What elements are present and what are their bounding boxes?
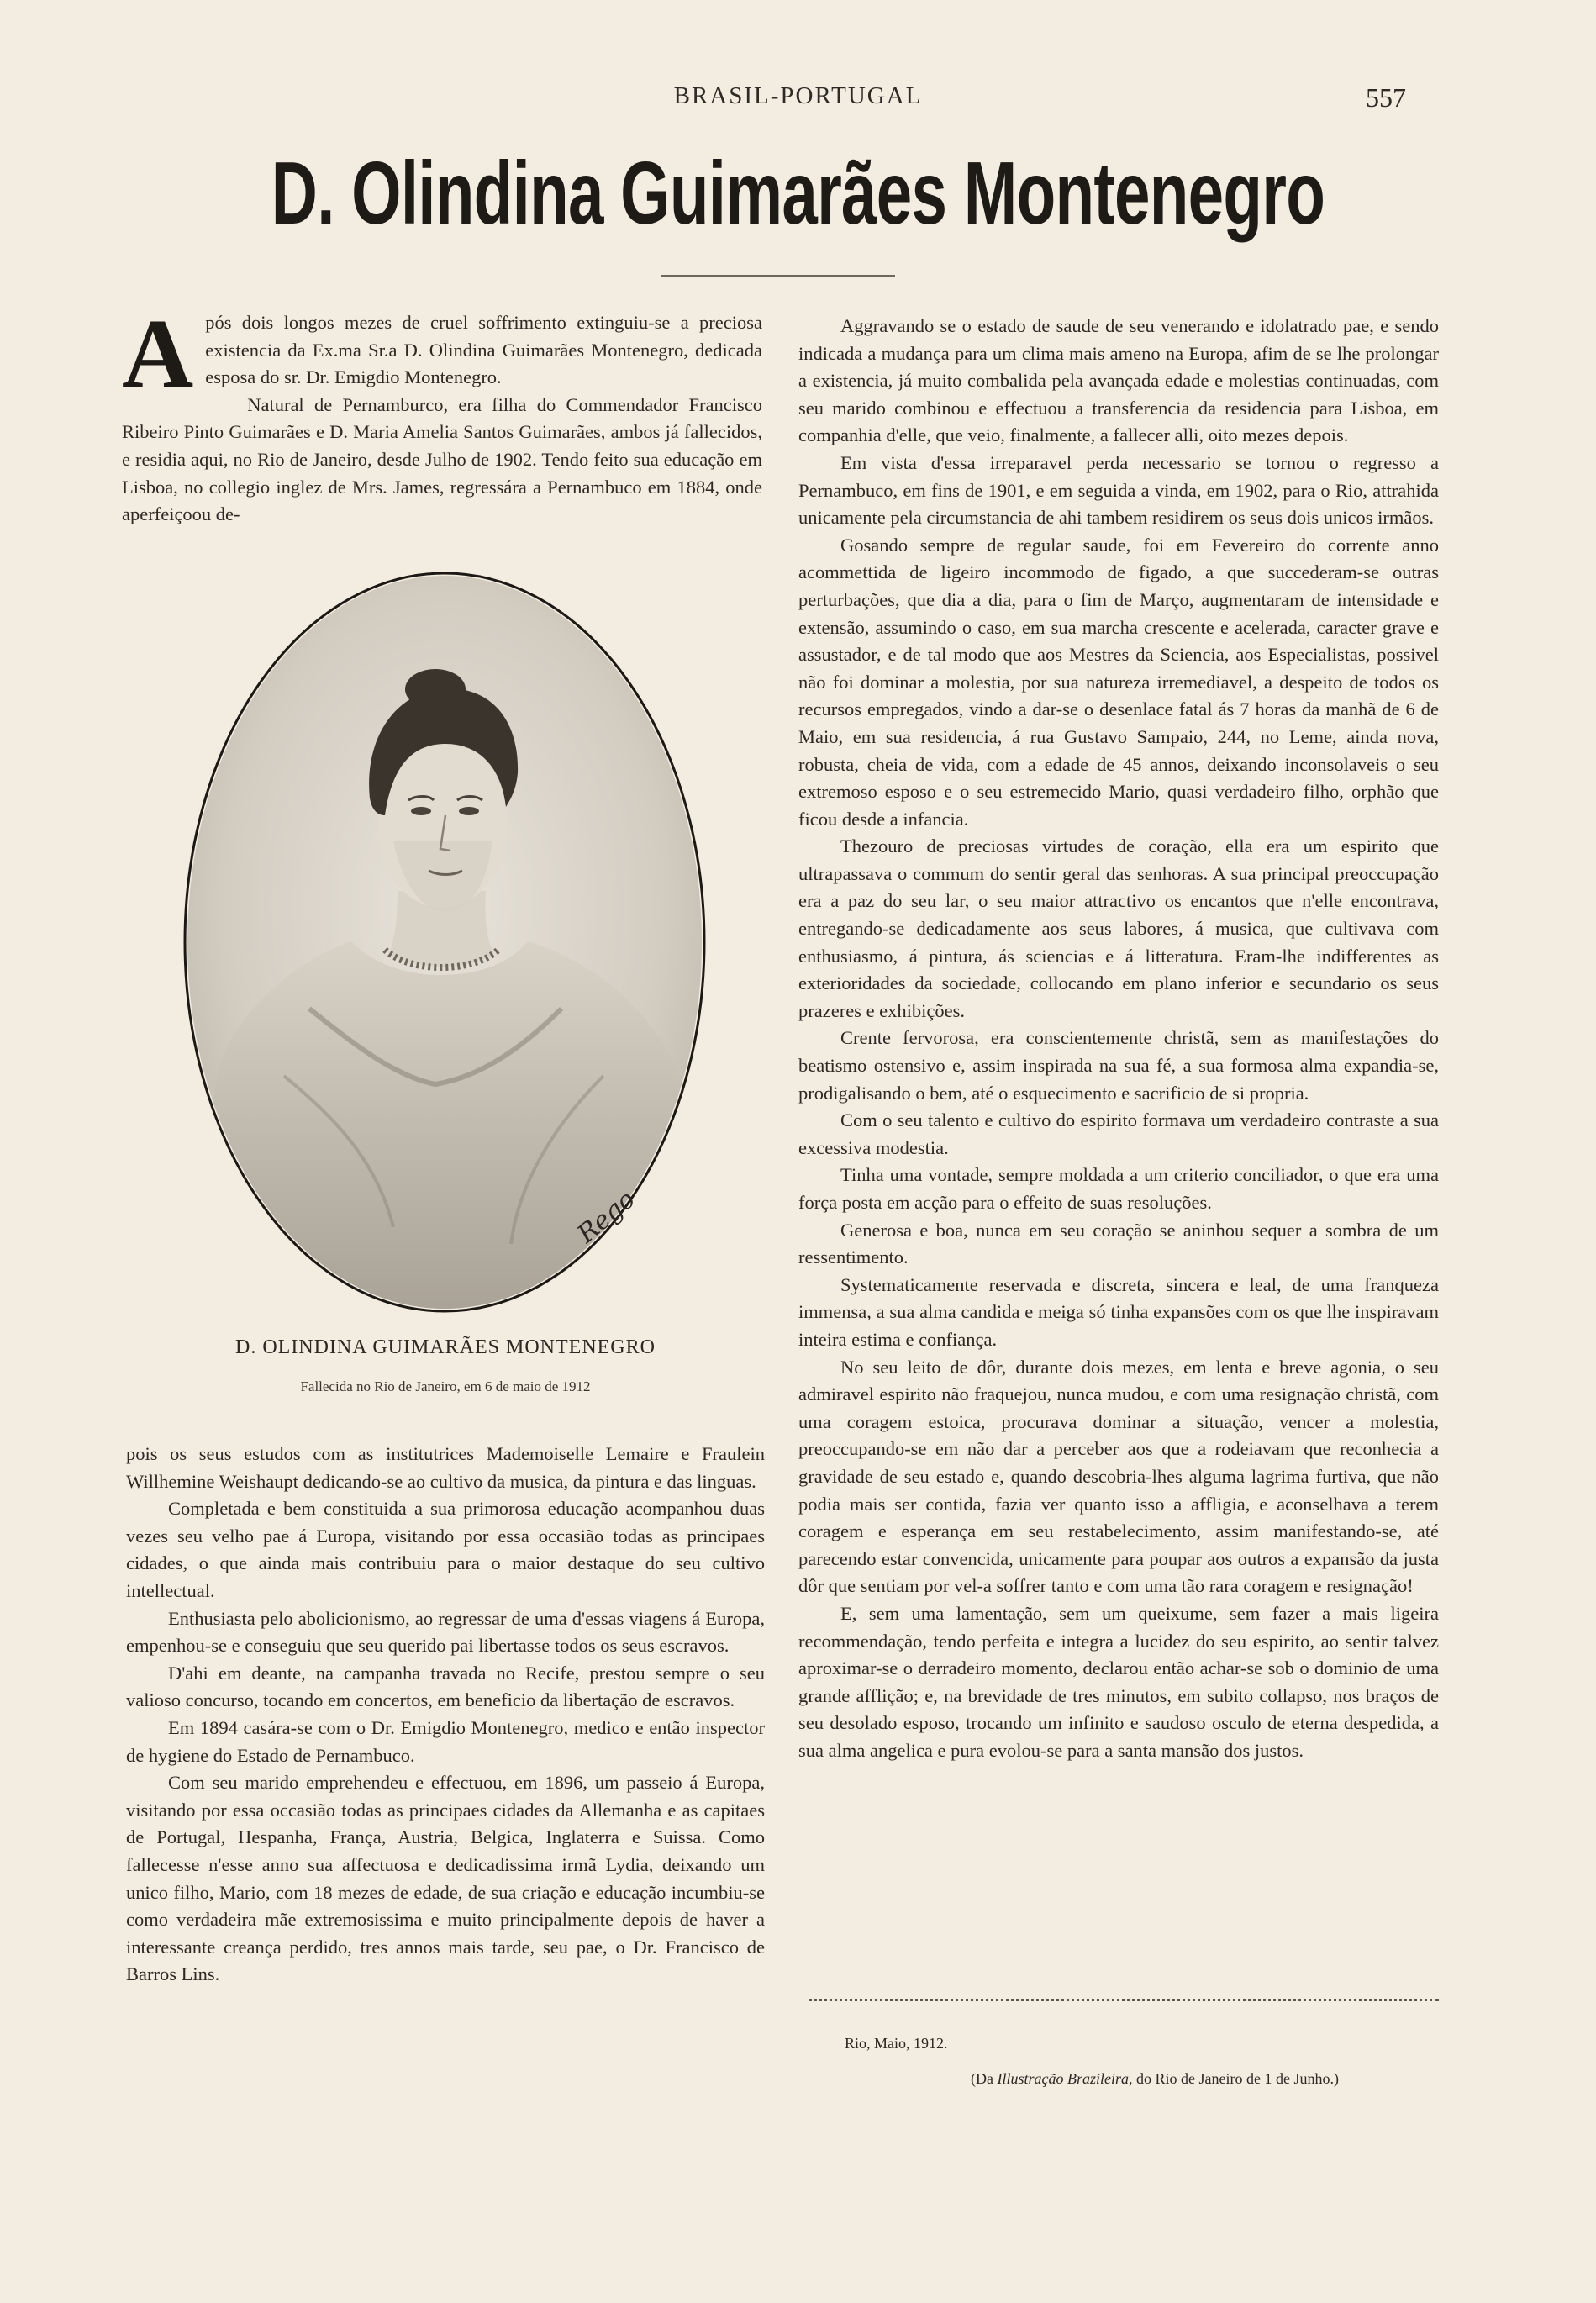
source-credit [971, 2070, 1339, 2088]
page-number: 557 [1366, 82, 1406, 113]
left-column-bottom [126, 1441, 765, 1989]
paragraph: Em vista d'essa irreparavel perda necessario se tornou o regresso a Pernambuco, em fins de 1901, e em seguida a vinda, em 1902, para o Rio, attrahida unicamente pela circumstancia de ahi tambem residirem os seus dois unicos irmãos. [798, 451, 1439, 529]
place-date: Rio, Maio, 1912. [845, 2035, 948, 2052]
portrait-caption-subtitle: Fallecida no Rio de Janeiro, em 6 de maio de 1912 [300, 1378, 591, 1394]
paragraph: Em 1894 casára-se com o Dr. Emigdio Montenegro, medico e então inspector de hygiene do Estado de Pernambuco. [126, 1716, 765, 1766]
portrait-signature: Rego [572, 1184, 641, 1250]
right-column [798, 313, 1439, 1764]
portrait-caption: D. OLINDINA GUIMARÃES MONTENEGRO [235, 1336, 656, 1358]
title-rule [661, 275, 895, 277]
paragraph: Com seu marido emprehendeu e effectuou, em 1896, um passeio á Europa, visitando por essa occasião todas as principaes cidades da Allemanha e as capitaes de Portugal, Hespanha, França, Austria, Belgica, Inglaterra e Suissa. Como fallecesse n'esse anno sua affectuosa e dedicadissima irmã Lydia, deixando um unico filho, Mario, com 18 mezes de edade, de sua criação e educação incumbiu-se como verdadeira mãe extremosissima e muito principalmente depois de haver a interessante creança perdido, tres annos mais tarde, seu pae, o Dr. Francisco de Barros Lins. [126, 1772, 765, 1985]
article-title: D. Olindina Guimarães Montenegro [271, 144, 1325, 243]
source-prefix: (Da [971, 2070, 998, 2087]
paragraph: Natural de Pernamburco, era filha do Commendador Francisco Ribeiro Pinto Guimarães e D. Maria Amelia Santos Guimarães, ambos já fallecidos, e residia aqui, no Rio de Janeiro, desde Julho de 1902. Tendo feito sua educação em Lisboa, no collegio inglez de Mrs. James, regressára a Pernambuco em 1884, onde aperfeiçoou de- [122, 393, 762, 525]
paragraph: Completada e bem constituida a sua primorosa educação acompanhou duas vezes seu velho pae á Europa, visitando por essa occasião todas as principaes cidades, o que ainda mais contribuiu para o maior destaque do seu cultivo intellectual. [126, 1498, 765, 1601]
paragraph: Systematicamente reservada e discreta, sincera e leal, de uma franqueza immensa, a sua alma candida e meiga só tinha expansões com os que lhe inspiravam inteira estima e confiança. [798, 1273, 1439, 1350]
paragraph: Com o seu talento e cultivo do espirito formava um verdadeiro contraste a sua excessiva modestia. [798, 1109, 1439, 1158]
source-suffix: , do Rio de Janeiro de 1 de Junho.) [1128, 2070, 1339, 2087]
portrait-image [183, 572, 706, 1313]
paragraph: pois os seus estudos com as institutrices Mademoiselle Lemaire e Fraulein Willhemine Weishaupt dedicando-se ao cultivo da musica, da pintura e das linguas. [126, 1443, 765, 1492]
paragraph: D'ahi em deante, na campanha travada no Recife, prestou sempre o seu valioso concurso, tocando em concertos, em beneficio da libertação de escravos. [126, 1662, 765, 1711]
paragraph: E, sem uma lamentação, sem um queixume, sem fazer a mais ligeira recommendação, tendo perfeita e integra a lucidez do seu espirito, ao sentir talvez aproximar-se o derradeiro momento, declarou então achar-se sob o dominio de uma grande afflição; e, na brevidade de tres minutos, em subito collapso, nos braços de seu desolado esposo, trocando um infinito e saudoso osculo de eterna despedida, a sua alma angelica e pura evolou-se para a santa mansão dos justos. [798, 1602, 1439, 1761]
source-title: Illustração Brazileira [997, 2070, 1129, 2087]
running-head: BRASIL-PORTUGAL [673, 82, 923, 109]
paragraph: Aggravando se o estado de saude de seu venerando e idolatrado pae, e sendo indicada a mudança para um clima mais ameno na Europa, afim de se lhe prolongar a existencia, já muito combalida pela avançada edade e molestias continuadas, com seu marido combinou e effectuou a transferencia da residencia para Lisboa, em companhia d'elle, que veio, finalmente, a fallecer alli, oito mezes depois. [798, 315, 1439, 446]
dotted-separator [809, 1999, 1439, 2001]
paragraph: No seu leito de dôr, durante dois mezes, em lenta e breve agonia, o seu admiravel espirito não fraquejou, nunca mudou, e com uma resignação christã, com uma coragem estoica, procurava dominar a situação, vencer a molestia, preoccupando-se em não dar a perceber aos que a rodeiavam que reconhecia a gravidade de seu estado e, quando descobria-lhes alguma lagrima furtiva, que não podia mais ser contida, fazia ver quanto isso a affligia, e aconselhava a terem coragem e esperança em seu restabelecimento, assim manifestando-se, até parecendo estar convencida, unicamente para poupar aos outros a expansão da justa dôr que sentiam por vel-a soffrer tanto e com uma tão rara coragem e resignação! [798, 1356, 1439, 1597]
paragraph: Enthusiasta pelo abolicionismo, ao regressar de uma d'essas viagens á Europa, empenhou-se e conseguiu que seu querido pai libertasse todos os seus escravos. [126, 1607, 765, 1657]
dropcap: A [122, 298, 194, 408]
paragraph: Gosando sempre de regular saude, foi em Fevereiro do corrente anno acommettida de ligeiro incommodo de figado, a que succederam-se outras perturbações, que dia a dia, para o fim de Março, augmentaram de intensidade e extensão, assumindo o caso, em sua marcha crescente e acelerada, caracter grave e assustador, e de tal modo que aos Mestres da Sciencia, aos Especialistas, possivel não foi dominar a molestia, por sua natureza irremediavel, a despeito de todos os recursos empregados, vindo a dar-se o desenlace fatal ás 7 horas da manhã de 6 de Maio, em sua residencia, á rua Gustavo Sampaio, 244, no Leme, ainda nova, robusta, cheia de vida, com a edade de 45 annos, deixando inconsolaveis o seu extremoso esposo e o seu estremecido Mario, quasi verdadeiro filho, orphão que ficou desde a infancia. [798, 534, 1439, 830]
first-paragraph [122, 298, 762, 408]
left-column-top [122, 298, 762, 529]
paragraph: Crente fervorosa, era conscientemente christã, sem as manifestações do beatismo ostensivo e, assim inspirada na sua fé, a sua formosa alma expandia-se, prodigalisando o bem, até o esquecimento e sacrificio de si propria. [798, 1027, 1439, 1104]
first-paragraph-text: pós dois longos mezes de cruel soffrimento extinguiu-se a preciosa existencia da Ex.ma Sr.a D. Olindina Guimarães Montenegro, dedicada esposa do sr. Dr. Emigdio Montenegro. [205, 312, 762, 388]
paragraph: Tinha uma vontade, sempre moldada a um criterio conciliador, o que era uma força posta em acção para o effeito de suas resoluções. [798, 1164, 1439, 1213]
paragraph: Generosa e boa, nunca em seu coração se aninhou sequer a sombra de um ressentimento. [798, 1219, 1439, 1268]
paragraph: Thezouro de preciosas virtudes de coração, ella era um espirito que ultrapassava o commum do sentir geral das senhoras. A sua principal preoccupação era a paz do seu lar, o seu maior attractivo os encantos que n'elle encontrava, entregando-se dedicadamente aos seus labores, á musica, que cultivava com enthusiasmo, á pintura, ás sciencias e á litteratura. Eram-lhe indifferentes as exterioridades da sociedade, collocando em plano inferior e secundario os seus prazeres e exhibições. [798, 835, 1439, 1021]
